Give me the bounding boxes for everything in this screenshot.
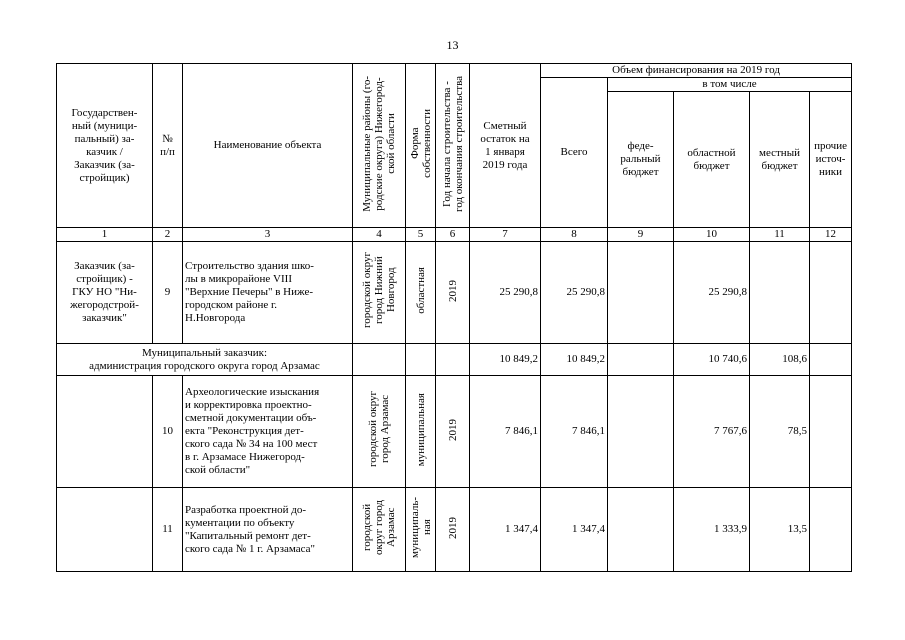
column-number: 6 xyxy=(436,228,470,242)
table-row xyxy=(57,376,852,488)
row-ownership: муниципаль- ная xyxy=(406,488,436,572)
row-other xyxy=(810,376,852,488)
row-other xyxy=(810,344,852,376)
row-federal xyxy=(608,488,674,572)
table-row xyxy=(57,488,852,572)
row-years: 2019 xyxy=(436,242,470,344)
header-total: Всего xyxy=(541,78,608,228)
row-ownership: муниципальная xyxy=(406,376,436,488)
header-customer: Государствен- ный (муници- пальный) за- казчик / Заказчик (за- стройщик) xyxy=(57,64,153,228)
row-regional: 25 290,8 xyxy=(674,242,750,344)
row-balance: 10 849,2 xyxy=(470,344,541,376)
row-years: 2019 xyxy=(436,376,470,488)
row-regional: 1 333,9 xyxy=(674,488,750,572)
financing-table xyxy=(56,63,852,572)
column-number: 11 xyxy=(750,228,810,242)
row-regional: 10 740,6 xyxy=(674,344,750,376)
row-object-name: Разработка проектной до- кументации по объекту "Капитальный ремонт дет- ского сада № 1 г. Арзамаса" xyxy=(183,488,353,572)
row-local: 108,6 xyxy=(750,344,810,376)
row-other xyxy=(810,242,852,344)
row-customer xyxy=(57,376,153,488)
row-number: 10 xyxy=(153,376,183,488)
row-years: 2019 xyxy=(436,488,470,572)
header-financing: Объем финансирования на 2019 год xyxy=(541,64,852,78)
row-total: 25 290,8 xyxy=(541,242,608,344)
header-years: Год начала строительства - год окончания строительства xyxy=(436,64,470,228)
row-balance: 7 846,1 xyxy=(470,376,541,488)
column-number: 10 xyxy=(674,228,750,242)
row-district: городской округ город Арзамас xyxy=(353,488,406,572)
row-total: 1 347,4 xyxy=(541,488,608,572)
row-object-name: Строительство здания шко- лы в микрорайоне VIII "Верхние Печеры" в Ниже- городском районе г. Н.Новгорода xyxy=(183,242,353,344)
header-districts: Муниципальные районы (го- родские округа) Нижегород- ской области xyxy=(353,64,406,228)
row-years xyxy=(436,344,470,376)
column-number: 12 xyxy=(810,228,852,242)
column-number: 2 xyxy=(153,228,183,242)
header-object-name: Наименование объекта xyxy=(183,64,353,228)
column-number: 5 xyxy=(406,228,436,242)
column-number: 1 xyxy=(57,228,153,242)
row-number: 9 xyxy=(153,242,183,344)
row-customer: Заказчик (за- стройщик) - ГКУ НО "Ни- жегородстрой- заказчик" xyxy=(57,242,153,344)
row-total: 10 849,2 xyxy=(541,344,608,376)
row-local xyxy=(750,242,810,344)
column-number: 3 xyxy=(183,228,353,242)
row-total: 7 846,1 xyxy=(541,376,608,488)
row-local: 78,5 xyxy=(750,376,810,488)
row-district: городской округ город Нижний Новгород xyxy=(353,242,406,344)
row-district: городской округ город Арзамас xyxy=(353,376,406,488)
header-other: прочие источ- ники xyxy=(810,92,852,228)
row-object-name: Археологические изыскания и корректировка проектно- сметной документации объ- екта "Реконструкция дет- ского сада № 34 на 100 мест в г. Арзамасе Нижегород- ской области" xyxy=(183,376,353,488)
row-balance: 25 290,8 xyxy=(470,242,541,344)
table-row-subtotal xyxy=(57,344,852,376)
header-federal: феде- ральный бюджет xyxy=(608,92,674,228)
row-other xyxy=(810,488,852,572)
row-balance: 1 347,4 xyxy=(470,488,541,572)
row-federal xyxy=(608,344,674,376)
column-number: 7 xyxy=(470,228,541,242)
header-including: в том числе xyxy=(608,78,852,92)
column-number: 4 xyxy=(353,228,406,242)
page-number: 13 xyxy=(446,38,459,52)
row-ownership xyxy=(406,344,436,376)
header-ownership: Форма собственности xyxy=(406,64,436,228)
header-local: местный бюджет xyxy=(750,92,810,228)
row-ownership: областная xyxy=(406,242,436,344)
row-number: 11 xyxy=(153,488,183,572)
header-balance: Сметный остаток на 1 января 2019 года xyxy=(470,64,541,228)
row-regional: 7 767,6 xyxy=(674,376,750,488)
row-district xyxy=(353,344,406,376)
row-customer xyxy=(57,488,153,572)
row-federal xyxy=(608,376,674,488)
municipal-customer-label: Муниципальный заказчик: администрация городского округа город Арзамас xyxy=(57,344,353,376)
header-number: № п/п xyxy=(153,64,183,228)
table-row xyxy=(57,242,852,344)
column-number: 9 xyxy=(608,228,674,242)
column-number: 8 xyxy=(541,228,608,242)
row-federal xyxy=(608,242,674,344)
header-regional: областной бюджет xyxy=(674,92,750,228)
row-local: 13,5 xyxy=(750,488,810,572)
